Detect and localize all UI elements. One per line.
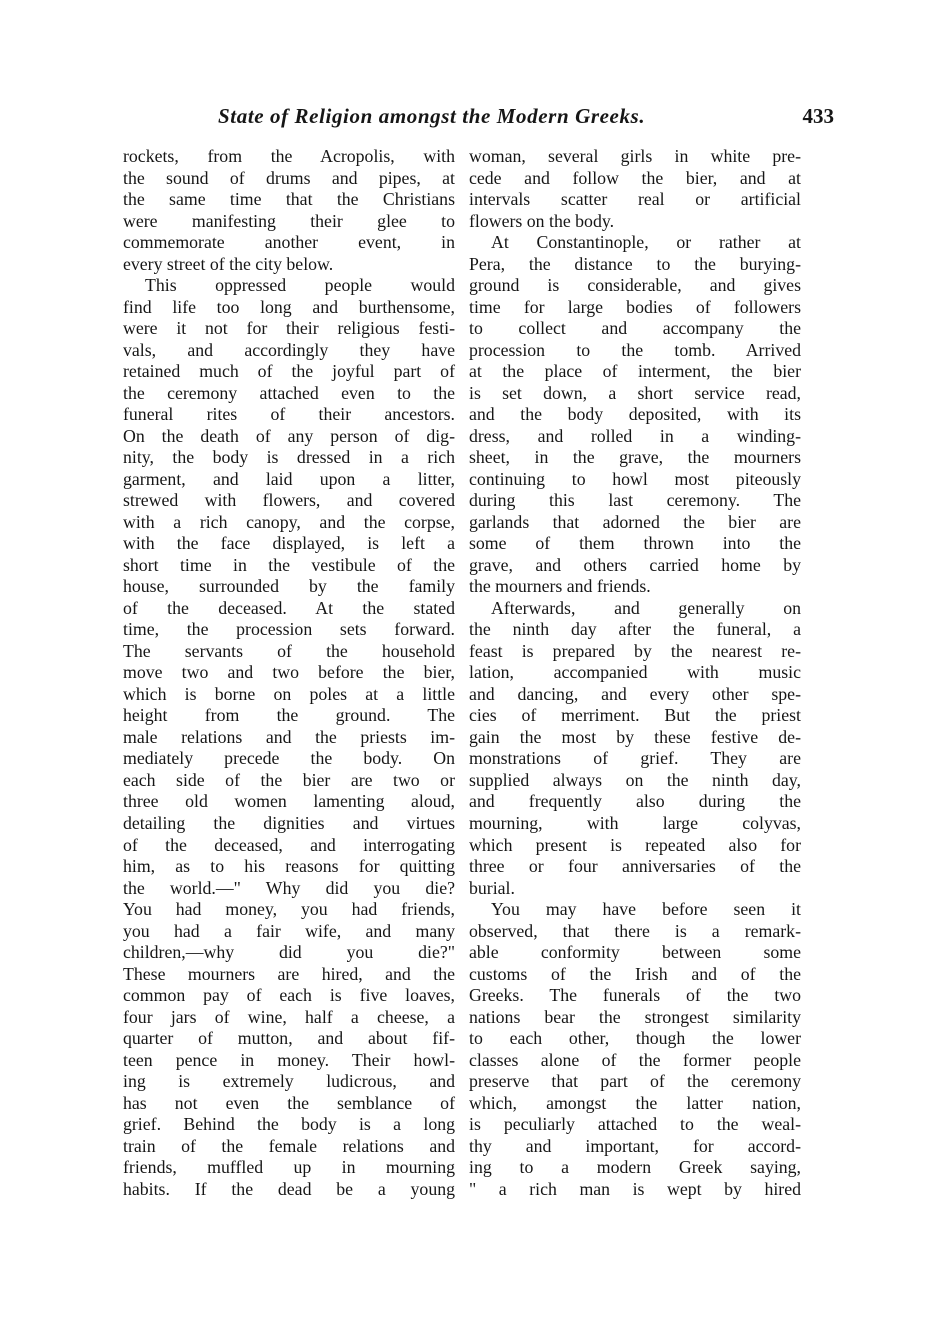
- text-line: procession to the tomb. Arrived: [469, 339, 801, 360]
- text-line: some of them thrown into the: [469, 533, 801, 554]
- text-line: habits. If the dead be a young: [123, 1178, 455, 1199]
- text-line: strewed with flowers, and covered: [123, 490, 455, 511]
- text-line: the ninth day after the funeral, a: [469, 619, 801, 640]
- text-line: four jars of wine, half a cheese, a: [123, 1006, 455, 1027]
- text-line: ing is extremely ludicrous, and: [123, 1071, 455, 1092]
- text-line: funeral rites of their ancestors.: [123, 404, 455, 425]
- text-line: of the deceased, and interrogating: [123, 834, 455, 855]
- text-line: Pera, the distance to the burying-: [469, 253, 801, 274]
- text-line: male relations and the priests im-: [123, 726, 455, 747]
- text-line: On the death of any person of dig-: [123, 425, 455, 446]
- text-line: This oppressed people would: [145, 275, 455, 296]
- text-line: able conformity between some: [469, 942, 801, 963]
- text-line: garlands that adorned the bier are: [469, 511, 801, 532]
- text-line: intervals scatter real or artificial: [469, 189, 801, 210]
- text-line: to each other, though the lower: [469, 1028, 801, 1049]
- left-text-column: [123, 146, 455, 1200]
- text-line: to collect and accompany the: [469, 318, 801, 339]
- text-line: flowers on the body.: [469, 210, 615, 231]
- text-line: dress, and rolled in a winding-: [469, 425, 801, 446]
- text-line: short time in the vestibule of the: [123, 554, 455, 575]
- text-line: nity, the body is dressed in a rich: [123, 447, 455, 468]
- text-line: were manifesting their glee to: [123, 210, 455, 231]
- text-line: and dancing, and every other spe-: [469, 683, 801, 704]
- text-line: grave, and others carried home by: [469, 554, 801, 575]
- text-line: of the deceased. At the stated: [123, 597, 455, 618]
- text-line: and the body deposited, with its: [469, 404, 801, 425]
- text-line: grief. Behind the body is a long: [123, 1114, 455, 1135]
- text-line: children,—why did you die?": [123, 942, 455, 963]
- text-line: train of the female relations and: [123, 1135, 455, 1156]
- text-line: cede and follow the bier, and at: [469, 167, 801, 188]
- text-line: were it not for their religious festi-: [123, 318, 455, 339]
- text-line: " a rich man is wept by hired: [469, 1178, 801, 1199]
- text-line: lation, accompanied with music: [469, 662, 801, 683]
- text-line: the mourners and friends.: [469, 576, 651, 597]
- text-line: Afterwards, and generally on: [491, 597, 801, 618]
- text-line: The servants of the household: [123, 640, 455, 661]
- text-line: at the place of interment, the bier: [469, 361, 801, 382]
- text-line: time for large bodies of followers: [469, 296, 801, 317]
- right-text-column: [469, 146, 801, 1200]
- text-line: three or four anniversaries of the: [469, 856, 801, 877]
- text-line: You had money, you had friends,: [123, 899, 455, 920]
- text-line: vals, and accordingly they have: [123, 339, 455, 360]
- text-line: each side of the bier are two or: [123, 769, 455, 790]
- text-line: preserve that part of the ceremony: [469, 1071, 801, 1092]
- text-line: the world.—" Why did you die?: [123, 877, 455, 898]
- text-line: You may have before seen it: [491, 899, 801, 920]
- text-line: continuing to howl most piteously: [469, 468, 801, 489]
- text-line: every street of the city below.: [123, 253, 334, 274]
- text-line: and frequently also during the: [469, 791, 801, 812]
- text-line: woman, several girls in white pre-: [469, 146, 801, 166]
- text-line: quarter of mutton, and about fif-: [123, 1028, 455, 1049]
- text-line: which present is repeated also for: [469, 834, 801, 855]
- text-line: is peculiarly attached to the weal-: [469, 1114, 801, 1135]
- text-line: the same time that the Christians: [123, 189, 455, 210]
- text-line: three old women lamenting aloud,: [123, 791, 455, 812]
- text-line: friends, muffled up in mourning: [123, 1157, 455, 1178]
- page-header: [122, 104, 834, 136]
- text-line: the sound of drums and pipes, at: [123, 167, 455, 188]
- text-line: observed, that there is a remark-: [469, 920, 801, 941]
- text-line: you had a fair wife, and many: [123, 920, 455, 941]
- text-line: with a rich canopy, and the corpse,: [123, 511, 455, 532]
- text-line: has not even the semblance of: [123, 1092, 455, 1113]
- text-line: find life too long and burthensome,: [123, 296, 455, 317]
- text-line: him, as to his reasons for quitting: [123, 856, 455, 877]
- text-line: house, surrounded by the family: [123, 576, 455, 597]
- page-number: 433: [802, 104, 834, 128]
- text-line: mourning, with large colyvas,: [469, 812, 801, 833]
- text-line: ing to a modern Greek saying,: [469, 1157, 801, 1178]
- text-line: move two and two before the bier,: [123, 662, 455, 683]
- text-line: is set down, a short service read,: [469, 382, 801, 403]
- text-line: rockets, from the Acropolis, with: [123, 146, 455, 166]
- text-line: which is borne on poles at a little: [123, 683, 455, 704]
- text-line: These mourners are hired, and the: [123, 963, 455, 984]
- text-line: mediately precede the body. On: [123, 748, 455, 769]
- text-line: the ceremony attached even to the: [123, 382, 455, 403]
- text-line: which, amongst the latter nation,: [469, 1092, 801, 1113]
- text-line: classes alone of the former people: [469, 1049, 801, 1070]
- text-line: thy and important, for accord-: [469, 1135, 801, 1156]
- text-line: sheet, in the grave, the mourners: [469, 447, 801, 468]
- text-line: during this last ceremony. The: [469, 490, 801, 511]
- text-line: height from the ground. The: [123, 705, 455, 726]
- text-line: nations bear the strongest similarity: [469, 1006, 801, 1027]
- text-line: retained much of the joyful part of: [123, 361, 455, 382]
- text-line: ground is considerable, and gives: [469, 275, 801, 296]
- text-line: time, the procession sets forward.: [123, 619, 455, 640]
- text-line: Greeks. The funerals of the two: [469, 985, 801, 1006]
- text-line: gain the most by these festive de-: [469, 726, 801, 747]
- text-line: monstrations of grief. They are: [469, 748, 801, 769]
- text-line: with the face displayed, is left a: [123, 533, 455, 554]
- text-line: supplied always on the ninth day,: [469, 769, 801, 790]
- text-line: detailing the dignities and virtues: [123, 812, 455, 833]
- running-title: State of Religion amongst the Modern Greeks.: [218, 104, 646, 128]
- text-line: common pay of each is five loaves,: [123, 985, 455, 1006]
- text-line: cies of merriment. But the priest: [469, 705, 801, 726]
- text-line: customs of the Irish and of the: [469, 963, 801, 984]
- text-line: burial.: [469, 877, 515, 898]
- text-line: At Constantinople, or rather at: [491, 232, 801, 253]
- text-line: feast is prepared by the nearest re-: [469, 640, 801, 661]
- text-line: teen pence in money. Their howl-: [123, 1049, 455, 1070]
- text-line: garment, and laid upon a litter,: [123, 468, 455, 489]
- text-line: commemorate another event, in: [123, 232, 455, 253]
